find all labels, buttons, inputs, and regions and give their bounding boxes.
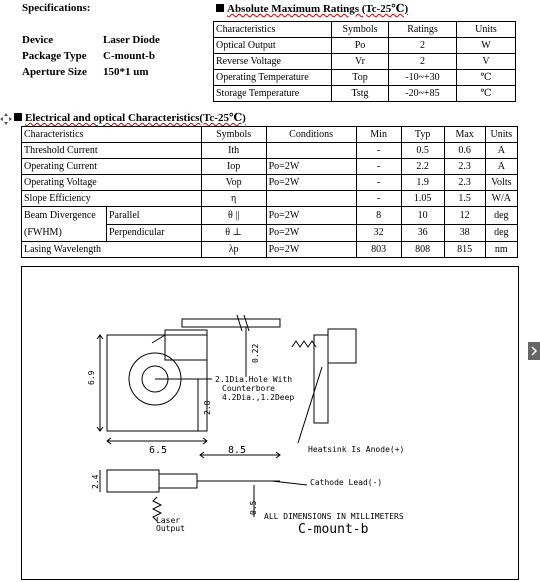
cathode-note: Cathode Lead(-) [310, 478, 383, 487]
table-cell: 1.05 [401, 191, 444, 207]
table-cell: 2 [389, 38, 457, 54]
heatsink-note: Heatsink Is Anode(+) [308, 445, 405, 454]
spec-label-package: Package Type [22, 50, 87, 62]
table-header-row [22, 127, 518, 143]
table-cell: 2.3 [444, 175, 485, 191]
table-cell: Parallel [107, 207, 202, 225]
table-cell: Operating Temperature [214, 70, 332, 86]
table-row [214, 54, 516, 70]
dim-8-5-label: 8.5 [228, 445, 247, 456]
table-cell: 808 [401, 242, 444, 258]
bullet-square-icon [14, 113, 22, 121]
beam-divergence-cell [22, 207, 107, 242]
header-max: Max [444, 127, 485, 143]
table-cell: 12 [444, 207, 485, 225]
table-cell: 1.9 [401, 175, 444, 191]
table-cell: Po=2W [266, 159, 356, 175]
table-cell: Po=2W [266, 175, 356, 191]
abs-max-title: Absolute Maximum Ratings (Tc-25℃) [216, 2, 408, 15]
header-conditions: Conditions [266, 127, 356, 143]
dim-2-8-label: 2.8 [203, 400, 212, 415]
side-scroll-arrow[interactable] [528, 342, 540, 360]
table-cell: - [356, 191, 401, 207]
table-row [214, 70, 516, 86]
table-cell: Slope Efficiency [22, 191, 202, 207]
table-cell: θ ⊥ [201, 224, 266, 242]
table-cell: 0.6 [444, 143, 485, 159]
table-cell: Operating Current [22, 159, 202, 175]
table-cell: Perpendicular [107, 224, 202, 242]
specifications-heading: Specifications: [22, 2, 91, 14]
hole-note-line2: Counterbore [222, 384, 275, 393]
bullet-square-icon [216, 4, 224, 12]
heatsink-body [107, 335, 207, 431]
fwhm-label: (FWHM) [24, 227, 62, 238]
table-cell: Iop [201, 159, 266, 175]
table-cell: 38 [444, 224, 485, 242]
table-cell: - [356, 143, 401, 159]
table-row [22, 143, 518, 159]
all-dims-note: ALL DIMENSIONS IN MILLIMETERS [264, 512, 404, 521]
dim-2-4-label: 2.4 [91, 474, 100, 489]
dim-6-9-label: 6.9 [87, 370, 96, 385]
hole-note-line1: 2.1Dia.Hole With [215, 375, 293, 384]
table-cell: 32 [356, 224, 401, 242]
table-cell: Tstg [332, 86, 389, 102]
spec-value-package: C-mount-b [103, 50, 155, 62]
table-cell: -10~+30 [389, 70, 457, 86]
table-cell: V [457, 54, 516, 70]
dim-0-5-label: 0.5 [249, 500, 258, 515]
drawing-canvas [22, 267, 518, 579]
laser-output-line2: Output [156, 524, 185, 533]
table-cell: Operating Voltage [22, 175, 202, 191]
table-cell: deg [485, 207, 517, 225]
dim-0-22-label: 0.22 [251, 343, 260, 363]
table-cell: 0.5 [401, 143, 444, 159]
table-cell: λp [201, 242, 266, 258]
header-symbols: Symbols [201, 127, 266, 143]
table-cell: Vr [332, 54, 389, 70]
table-cell: - [356, 159, 401, 175]
table-cell [266, 191, 356, 207]
table-cell: Reverse Voltage [214, 54, 332, 70]
table-cell: A [485, 159, 517, 175]
table-cell: 8 [356, 207, 401, 225]
table-cell: - [356, 175, 401, 191]
table-cell: ℃ [457, 70, 516, 86]
table-cell: θ || [201, 207, 266, 225]
header-characteristics: Characteristics [214, 22, 332, 38]
table-cell: Storage Temperature [214, 86, 332, 102]
table-cell: W/A [485, 191, 517, 207]
header-ratings: Ratings [389, 22, 457, 38]
table-cell: W [457, 38, 516, 54]
table-cell: 2 [389, 54, 457, 70]
table-cell: A [485, 143, 517, 159]
table-row [22, 207, 518, 225]
spec-value-device: Laser Diode [103, 34, 160, 46]
table-cell: η [201, 191, 266, 207]
chevron-right-icon [528, 342, 540, 360]
abs-max-table [213, 21, 516, 102]
table-cell: Po=2W [266, 207, 356, 225]
table-row [22, 175, 518, 191]
header-units: Units [485, 127, 517, 143]
table-cell: Vop [201, 175, 266, 191]
table-cell: 36 [401, 224, 444, 242]
header-units: Units [457, 22, 516, 38]
package-drawing [21, 266, 519, 580]
electrical-table [21, 126, 518, 258]
table-cell: 1.5 [444, 191, 485, 207]
table-cell: 10 [401, 207, 444, 225]
table-cell: 803 [356, 242, 401, 258]
table-cell: 2.2 [401, 159, 444, 175]
table-row [22, 191, 518, 207]
table-cell: 2.3 [444, 159, 485, 175]
header-typ: Typ [401, 127, 444, 143]
beam-divergence-label: Beam Divergence [24, 210, 96, 221]
move-handle-icon[interactable] [0, 113, 12, 125]
table-row [214, 38, 516, 54]
spec-label-device: Device [22, 34, 54, 46]
table-cell: nm [485, 242, 517, 258]
spec-label-aperture: Aperture Size [22, 66, 87, 78]
table-cell: Threshold Current [22, 143, 202, 159]
header-symbols: Symbols [332, 22, 389, 38]
table-row [22, 242, 518, 258]
table-cell: Lasing Wavelength [22, 242, 202, 258]
table-cell: Po=2W [266, 242, 356, 258]
table-cell: Ith [201, 143, 266, 159]
table-cell: ℃ [457, 86, 516, 102]
dim-6-5-label: 6.5 [149, 445, 168, 456]
spec-value-aperture: 150*1 um [103, 66, 149, 78]
table-cell: 815 [444, 242, 485, 258]
table-cell: -20~+85 [389, 86, 457, 102]
table-cell: Optical Output [214, 38, 332, 54]
header-min: Min [356, 127, 401, 143]
table-cell: Po=2W [266, 224, 356, 242]
electrical-title: Electrical and optical Characteristics(Tc-25℃) [14, 111, 246, 124]
table-row [22, 159, 518, 175]
table-row [214, 86, 516, 102]
header-characteristics: Characteristics [22, 127, 202, 143]
table-cell: Po [332, 38, 389, 54]
laser-output-line1: Laser [156, 516, 181, 525]
table-cell: Top [332, 70, 389, 86]
table-header-row [214, 22, 516, 38]
hole-note-line3: 4.2Dia.,1.2Deep [222, 393, 295, 402]
table-cell [266, 143, 356, 159]
table-cell: deg [485, 224, 517, 242]
table-cell: Volts [485, 175, 517, 191]
model-label: C-mount-b [298, 522, 369, 537]
